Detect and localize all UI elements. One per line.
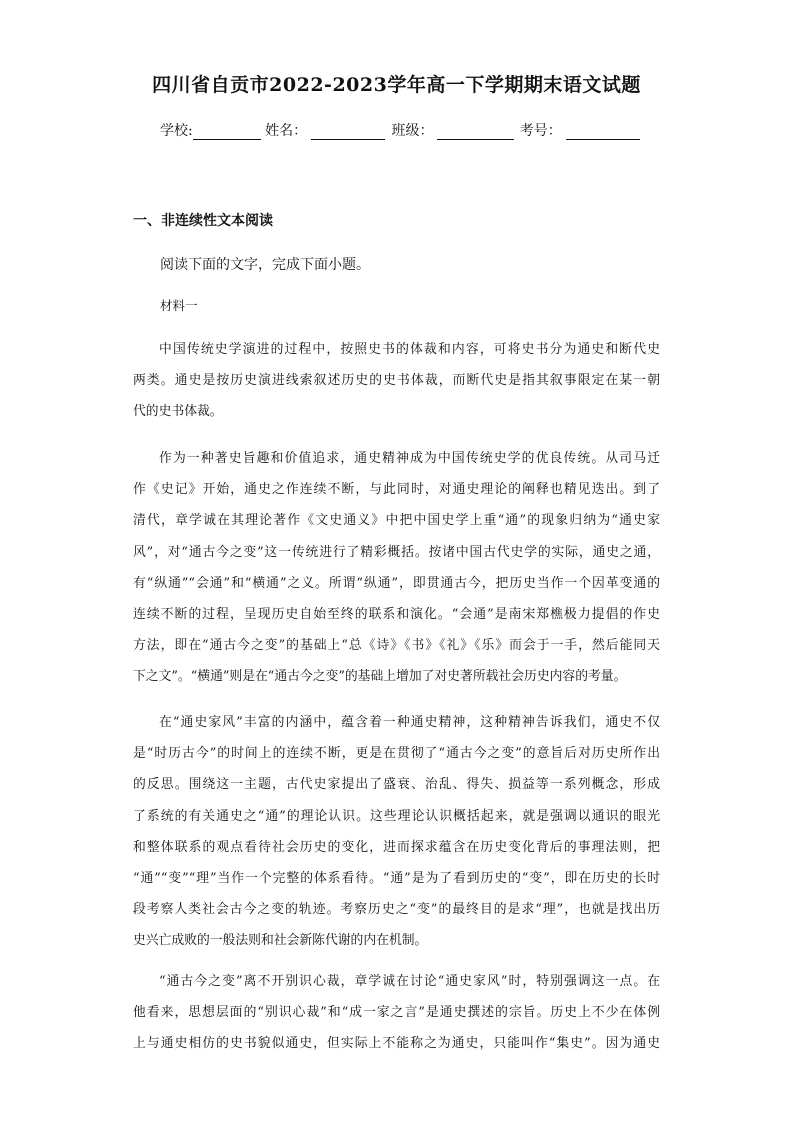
paragraph-line: 史兴亡成败的一般法则和社会新陈代谢的内在机制。 (133, 933, 428, 949)
paragraph-line: 在“通史家风”丰富的内涵中，蕴含着一种通史精神，这种精神告诉我们，通史不仅 (159, 715, 660, 730)
paragraph-line: 连续不断的过程，呈现历史自始至终的联系和演化。“会通”是南宋郑樵极力提倡的作史 (133, 606, 660, 622)
paragraph-line: 方法，即在“通古今之变”的基础上“总《诗》《书》《礼》《乐》而会于一手，然后能同天 (133, 638, 660, 654)
paragraph-line: 作《史记》开始，通史之作连续不断，与此同时，对通史理论的阐释也精见迭出。到了 (133, 482, 660, 498)
paragraph-line: 下之文”。“横通”则是在“通古今之变”的基础上增加了对史著所载社会历史内容的考量。 (133, 669, 627, 685)
paragraph-4 (133, 966, 660, 1060)
paragraph-line: 和整体联系的观点看待社会历史的变化，进而探求蕴含在历史变化背后的事理法则，把 (133, 839, 660, 855)
paragraph-3 (133, 707, 660, 957)
paragraph-line: “通古今之变”离不开别识心裁，章学诚在讨论“通史家风”时，特别强调这一点。在 (159, 974, 660, 989)
paragraph-line: 作为一种著史旨趣和价值追求，通史精神成为中国传统史学的优良传统。从司马迁 (159, 451, 660, 466)
paragraph-1 (133, 334, 660, 428)
page-title: 四川省自贡市2022-2023学年高一下学期期末语文试题 (152, 74, 641, 96)
paragraph-line: 中国传统史学演进的过程中，按照史书的体裁和内容，可将史书分为通史和断代史 (159, 342, 660, 357)
student-info-row (160, 120, 640, 140)
exam-number-label: 考号： (519, 123, 562, 139)
material-label: 材料一 (160, 298, 198, 313)
paragraph-line: 的反思。围绕这一主题，古代史家提出了盛衰、治乱、得失、损益等一系列概念，形成 (133, 777, 660, 793)
paragraph-line: 了系统的有关通史之“通”的理论认识。这些理论认识概括起来，就是强调以通识的眼光 (133, 808, 660, 824)
school-blank (193, 125, 261, 140)
paragraph-line: 上与通史相仿的史书貌似通史，但实际上不能称之为通史，只能叫作“集史”。因为通史 (133, 1036, 660, 1052)
paragraph-line: 代的史书体裁。 (133, 404, 223, 420)
class-blank (437, 125, 513, 140)
paragraph-line: 他看来，思想层面的“别识心裁”和“成一家之言”是通史撰述的宗旨。历史上不少在体例 (133, 1005, 660, 1021)
paragraph-line: 段考察人类社会古今之变的轨迹。考察历史之“变”的最终目的是求“理”，也就是找出历 (133, 902, 660, 918)
paragraph-line: 是“时历古今”的时间上的连续不断，更是在贯彻了“通古今之变”的意旨后对历史所作出 (133, 746, 660, 762)
paragraph-line: 风”，对“通古今之变”这一传统进行了精彩概括。按诸中国古代史学的实际，通史之通， (133, 544, 660, 560)
instruction-text: 阅读下面的文字，完成下面小题。 (160, 257, 370, 273)
paragraph-line: 有“纵通”“会通”和“横通”之义。所谓“纵通”，即贯通古今，把历史当作一个因革变通的 (133, 575, 660, 591)
name-blank (311, 125, 385, 140)
exam-number-blank (566, 125, 640, 140)
paragraph-2 (133, 443, 660, 693)
name-label: 姓名： (265, 123, 308, 139)
paragraph-line: “通”“变”“理”当作一个完整的体系看待。“通”是为了看到历史的“变”，即在历史的长时 (133, 870, 660, 886)
section-heading: 一、非连续性文本阅读 (133, 213, 273, 229)
paragraph-line: 两类。通史是按历史演进线索叙述历史的史书体裁，而断代史是指其叙事限定在某一朝 (133, 373, 660, 389)
class-label: 班级： (391, 123, 434, 139)
paragraph-line: 清代，章学诚在其理论著作《文史通义》中把中国史学上重“通”的现象归纳为“通史家 (133, 513, 660, 529)
school-label: 学校: (160, 123, 193, 139)
